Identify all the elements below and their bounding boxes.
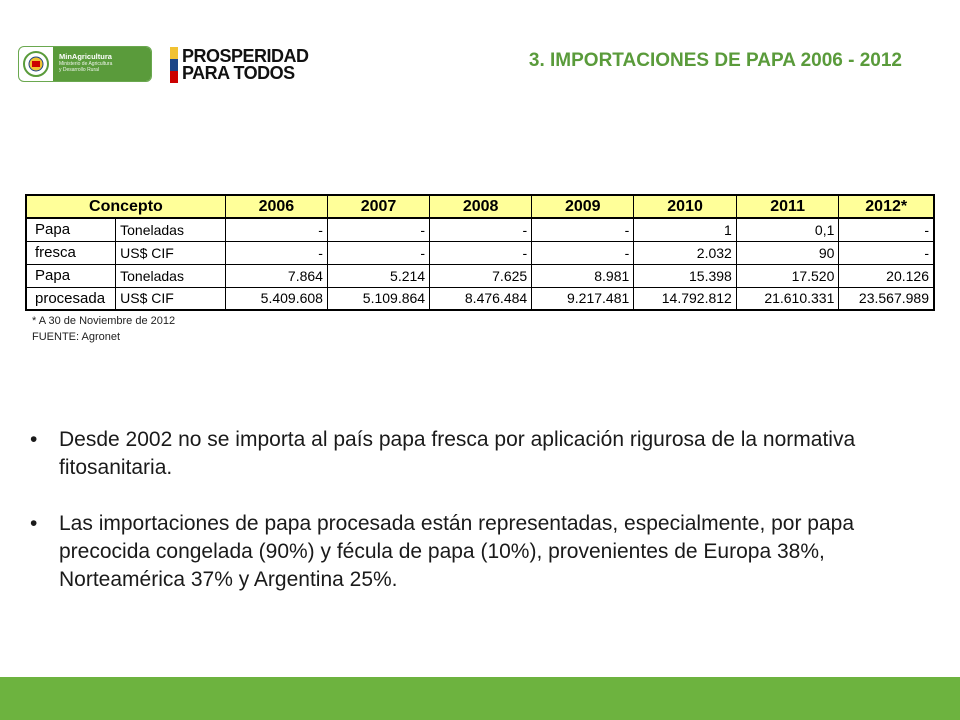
table-row xyxy=(26,264,934,287)
value-cell: 8.981 xyxy=(532,264,634,287)
logo-min-subtitle-2: y Desarrollo Rural xyxy=(59,67,100,73)
bullet-text: Desde 2002 no se importa al país papa fresca por aplicación rigurosa de la normativa fitosanitaria. xyxy=(59,428,856,479)
concept-cell: fresca xyxy=(26,241,116,264)
table-notes xyxy=(32,313,175,345)
column-header: 2006 xyxy=(225,195,327,218)
footnote: * A 30 de Noviembre de 2012 xyxy=(32,315,176,327)
unit-cell: US$ CIF xyxy=(116,241,226,264)
minagricultura-logo xyxy=(18,46,152,82)
column-header: 2009 xyxy=(532,195,634,218)
column-header: Concepto xyxy=(26,195,225,218)
bullet-icon: • xyxy=(30,428,38,451)
table-row xyxy=(26,241,934,264)
value-cell: - xyxy=(532,241,634,264)
logo-pros-line2: PARA TODOS xyxy=(182,63,295,83)
footer-bar xyxy=(0,677,960,720)
logo-pros-line1: PROSPERIDAD xyxy=(182,46,309,66)
unit-cell: US$ CIF xyxy=(116,287,226,310)
logo-min-name: MinAgricultura xyxy=(59,52,112,61)
value-cell: - xyxy=(839,218,934,241)
bullet-item xyxy=(30,510,910,594)
concept-cell: Papa xyxy=(26,264,116,287)
value-cell: 2.032 xyxy=(634,241,737,264)
column-header: 2010 xyxy=(634,195,737,218)
bullet-list xyxy=(30,426,910,622)
value-cell: 20.126 xyxy=(839,264,934,287)
colombia-seal-icon xyxy=(19,47,53,81)
value-cell: 7.625 xyxy=(430,264,532,287)
value-cell: - xyxy=(532,218,634,241)
value-cell: 7.864 xyxy=(225,264,327,287)
table-row xyxy=(26,287,934,310)
unit-cell: Toneladas xyxy=(116,264,226,287)
bullet-text: Las importaciones de papa procesada están representadas, especialmente, por papa precocida congelada (90%) y fécula de papa (10%), provenientes de Europa 38%, Norteamérica 37% y Argentina 25%. xyxy=(59,512,855,591)
value-cell: 5.214 xyxy=(327,264,429,287)
value-cell: 14.792.812 xyxy=(634,287,737,310)
table-header-row xyxy=(26,195,934,218)
imports-table xyxy=(25,194,935,311)
value-cell: - xyxy=(225,241,327,264)
value-cell: 17.520 xyxy=(736,264,839,287)
concept-cell: procesada xyxy=(26,287,116,310)
value-cell: 5.109.864 xyxy=(327,287,429,310)
column-header: 2007 xyxy=(327,195,429,218)
value-cell: 9.217.481 xyxy=(532,287,634,310)
table-row xyxy=(26,218,934,241)
value-cell: - xyxy=(225,218,327,241)
column-header: 2011 xyxy=(736,195,839,218)
value-cell: 8.476.484 xyxy=(430,287,532,310)
unit-cell: Toneladas xyxy=(116,218,226,241)
page-title: 3. IMPORTACIONES DE PAPA 2006 - 2012 xyxy=(528,50,902,71)
value-cell: 21.610.331 xyxy=(736,287,839,310)
value-cell: 1 xyxy=(634,218,737,241)
value-cell: - xyxy=(430,218,532,241)
value-cell: 90 xyxy=(736,241,839,264)
logo-min-subtitle-1: Ministerio de Agricultura xyxy=(59,61,113,67)
source-note: FUENTE: Agronet xyxy=(32,331,121,343)
bullet-item xyxy=(30,426,910,482)
concept-cell: Papa xyxy=(26,218,116,241)
value-cell: - xyxy=(327,241,429,264)
value-cell: - xyxy=(430,241,532,264)
value-cell: - xyxy=(839,241,934,264)
colombia-flag-icon xyxy=(170,47,178,83)
prosperidad-logo xyxy=(170,45,312,85)
value-cell: - xyxy=(327,218,429,241)
column-header: 2008 xyxy=(430,195,532,218)
value-cell: 23.567.989 xyxy=(839,287,934,310)
value-cell: 0,1 xyxy=(736,218,839,241)
value-cell: 5.409.608 xyxy=(225,287,327,310)
value-cell: 15.398 xyxy=(634,264,737,287)
column-header: 2012* xyxy=(839,195,934,218)
bullet-icon: • xyxy=(30,512,38,535)
